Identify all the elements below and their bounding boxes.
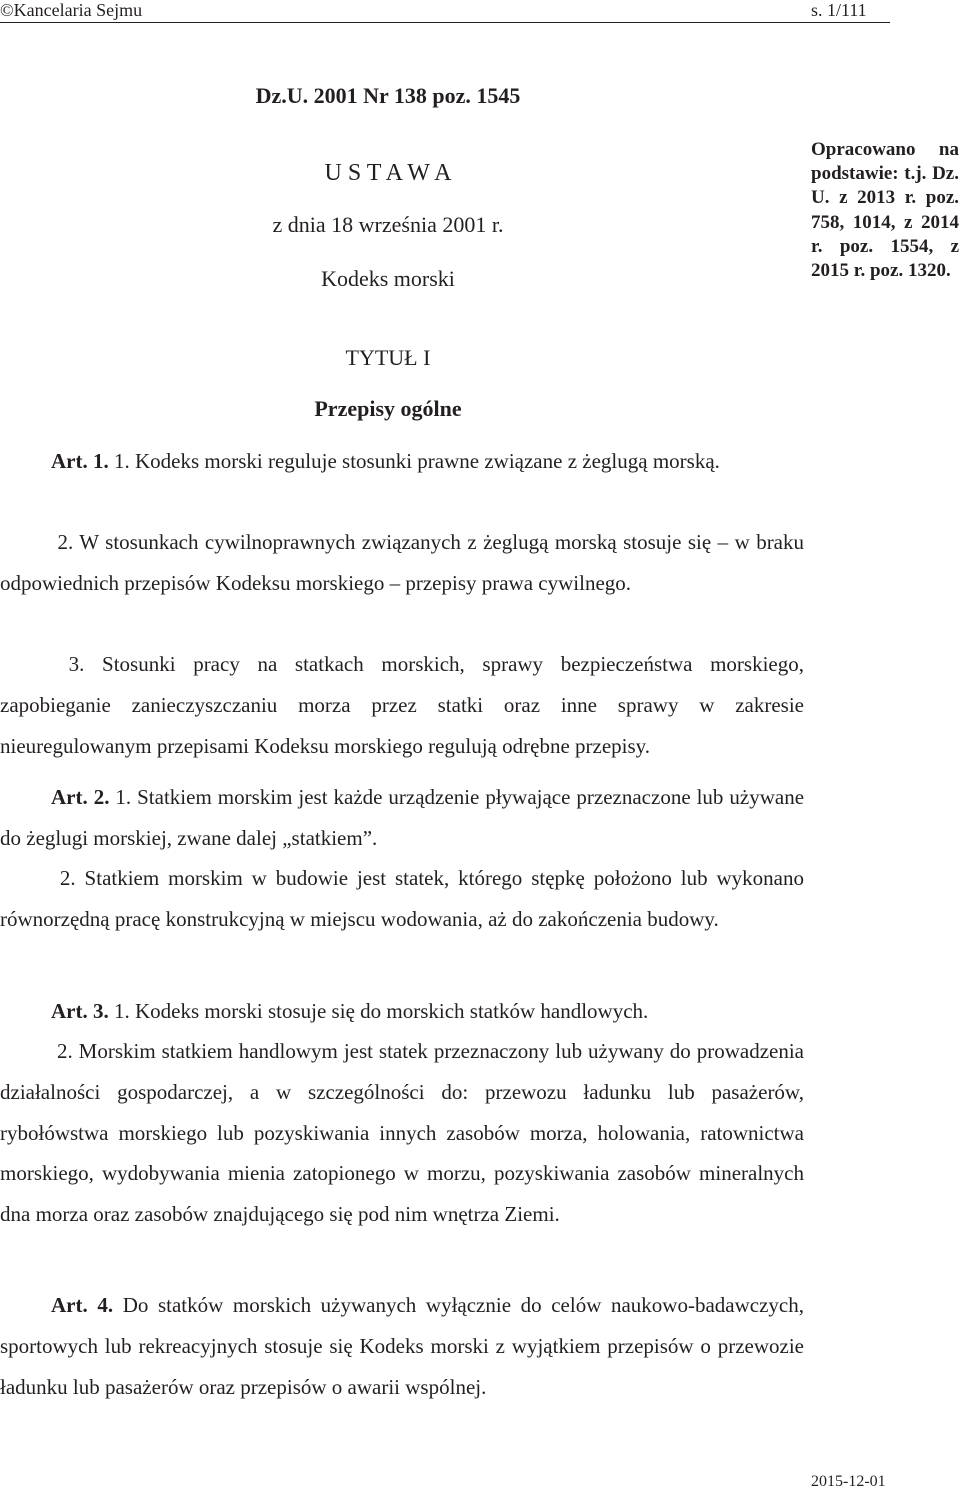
section-number: 1. bbox=[108, 999, 130, 1023]
title-number: TYTUŁ I bbox=[345, 345, 431, 370]
paragraph bbox=[0, 991, 804, 1032]
paragraph bbox=[0, 644, 804, 766]
paragraph bbox=[0, 522, 804, 604]
page-number: s. 1/111 bbox=[811, 0, 867, 20]
section-number: 1. bbox=[109, 785, 132, 809]
paragraph-text: Kodeks morski reguluje stosunki prawne związane z żeglugą morską. bbox=[129, 449, 720, 473]
document-type: U S T A W A bbox=[324, 160, 452, 186]
journal-reference: Dz.U. 2001 Nr 138 poz. 1545 bbox=[255, 83, 521, 108]
header-divider bbox=[0, 22, 890, 23]
section-number: 2. bbox=[51, 1039, 73, 1063]
article-label: Art. 3. bbox=[51, 999, 109, 1023]
article-label: Art. 4. bbox=[51, 1293, 114, 1317]
header-left: ©Kancelaria Sejmu bbox=[0, 0, 143, 20]
section-number: 3. bbox=[51, 652, 85, 676]
document-name: Kodeks morski bbox=[321, 266, 455, 291]
paragraph bbox=[0, 1285, 804, 1407]
section-number: 2. bbox=[51, 866, 76, 890]
article-label: Art. 1. bbox=[51, 449, 109, 473]
section-number: 1. bbox=[108, 449, 130, 473]
title-name: Przepisy ogólne bbox=[314, 396, 462, 421]
paragraph-text: Kodeks morski stosuje się do morskich statków handlowych. bbox=[129, 999, 649, 1023]
footer-date: 2015-12-01 bbox=[811, 1473, 886, 1490]
paragraph-text: Statkiem morskim w budowie jest statek, którego stępkę położono lub wykonano równorzędną pracę konstrukcyjną w miejscu wodowania, aż do zakończenia budowy. bbox=[0, 866, 805, 931]
paragraph bbox=[0, 441, 804, 482]
paragraph-text: Do statków morskich używanych wyłącznie do celów naukowo-badawczych, sportowych lub rekreacyjnych stosuje się Kodeks morski z wyjątkiem przepisów o przewozie ładunku lub pasażerów oraz przepisów o awarii wspólnej. bbox=[0, 1293, 804, 1399]
sidebar-note: Opracowano na podstawie: t.j. Dz. U. z 2013 r. poz. 758, 1014, z 2014 r. poz. 1554, z 2015 r. poz. 1320. bbox=[811, 139, 959, 282]
paragraph-text: Statkiem morskim jest każde urządzenie pływające przeznaczone lub używane do żeglugi morskiej, zwane dalej „statkiem”. bbox=[0, 785, 805, 850]
paragraph bbox=[0, 1031, 804, 1235]
document-date: z dnia 18 września 2001 r. bbox=[272, 212, 504, 237]
paragraph-text: Stosunki pracy na statkach morskich, sprawy bezpieczeństwa morskiego, zapobieganie zanieczyszczaniu morza przez statki oraz inne sprawy w zakresie nieuregulowanym przepisami Kodeksu morskiego regulują odrębne przepisy. bbox=[0, 652, 804, 758]
paragraph-text: Morskim statkiem handlowym jest statek przeznaczony lub używany do prowadzenia działalności gospodarczej, a w szczególności do: przewozu ładunku lub pasażerów, rybołówstwa morskiego lub pozyskiwania innych zasobów morza, holowania, ratownictwa morskiego, wydobywania mienia zatopionego w morzu, pozyskiwania zasobów mineralnych dna morza oraz zasobów znajdującego się pod nim wnętrza Ziemi. bbox=[0, 1039, 805, 1227]
paragraph bbox=[0, 777, 804, 859]
section-number: 2. bbox=[51, 530, 74, 554]
paragraph bbox=[0, 858, 804, 940]
article-label: Art. 2. bbox=[51, 785, 110, 809]
paragraph-text: W stosunkach cywilnoprawnych związanych z żeglugą morską stosuje się – w braku odpowiednich przepisów Kodeksu morskiego – przepisy prawa cywilnego. bbox=[0, 530, 805, 595]
